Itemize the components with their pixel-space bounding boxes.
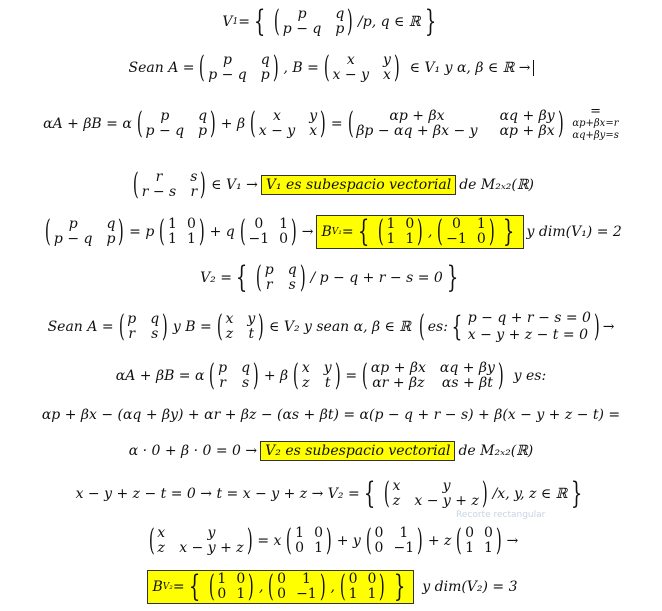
expansion-line: αp + βx − (αq + βy) + αr + βz − (αs + βt) = α(p − q + r − s) + β(x − y + z − t) = xyxy=(41,407,621,423)
highlight-basis-v2: B V₂ = { ( 1 0 0 1 ) , ( 0 1 0 −1 ) , ( 0 0 1 1 ) } xyxy=(147,570,414,604)
condition-stack: = αp+βx=r αq+βy=s xyxy=(572,104,619,141)
definition-v1: V 1 = { ( p q p − q p ) /p, q ∈ ℝ } xyxy=(222,4,436,39)
highlight-v2-subspace: V₂ es subespacio vectorial xyxy=(260,441,455,461)
text-cursor xyxy=(533,60,534,76)
highlight-v1-subspace: V₁ es subespacio vectorial xyxy=(261,175,456,195)
linear-combination-v2: αA + βB = α ( p q r s ) + β ( x y z t ) = ( αp + βx αq + βy αr + βz αs + βt ) y es: xyxy=(115,358,547,393)
highlight-basis-v1: B V₁ = { ( 1 0 1 1 ) , ( 0 1 −1 0 ) } xyxy=(316,215,523,249)
equation-system: p − q + r − s = 0 x − y + z − t = 0 xyxy=(467,310,591,343)
snip-watermark: Recorte rectangular xyxy=(456,510,546,520)
sean-a-b-v2: Sean A = ( p q r s ) y B = ( x y z t ) ∈ V₂ y sean α, β ∈ ℝ ( es: { p − q + r − s = 0 x − y + z − t = 0 ) → xyxy=(47,309,615,344)
definition-v2: V₂ = { ( p q r s ) / p − q + r − s = 0 } xyxy=(200,260,459,295)
basis-v1: ( p q p − q p ) = p ( 1 0 1 1 ) + q ( 0 1 −1 0 ) → B V₁ = { ( 1 0 1 1 ) , ( 0 1 −1 0 ) } y dim(V₁) = 2 xyxy=(45,214,622,249)
param-v2: x − y + z − t = 0 → t = x − y + z → V₂ = { ( x y z x − y + z ) /x, y, z ∈ ℝ } xyxy=(75,476,583,511)
conclusion-v2: α · 0 + β · 0 = 0 → V₂ es subespacio vectorial de M₂ₓ₂(ℝ) xyxy=(128,443,534,459)
basis-v2: B V₂ = { ( 1 0 0 1 ) , ( 0 1 0 −1 ) , ( 0 0 1 1 ) } y dim(V₂) = 3 xyxy=(0,567,662,607)
conclusion-v1: ( r s r − s r ) ∈ V₁ → V₁ es subespacio vectorial de M₂ₓ₂(ℝ) xyxy=(132,167,534,202)
sean-a-b-v1: Sean A = ( p q p − q p ) , B = ( x y x − y x ) ∈ V₁ y α, β ∈ ℝ → xyxy=(0,49,662,87)
linear-combination-v1: αA + βB = α ( p q p − q p ) + β ( x y x − y x ) = ( αp + βx αq + βy βp − αq + βx − y αp + βx ) = αp+βx=r αq+βy=s xyxy=(43,104,619,141)
decomposition-v2: ( x y z x − y + z ) = x ( 1 0 0 1 ) + y ( 0 1 0 −1 ) + z ( 0 0 1 1 ) → xyxy=(148,523,519,558)
